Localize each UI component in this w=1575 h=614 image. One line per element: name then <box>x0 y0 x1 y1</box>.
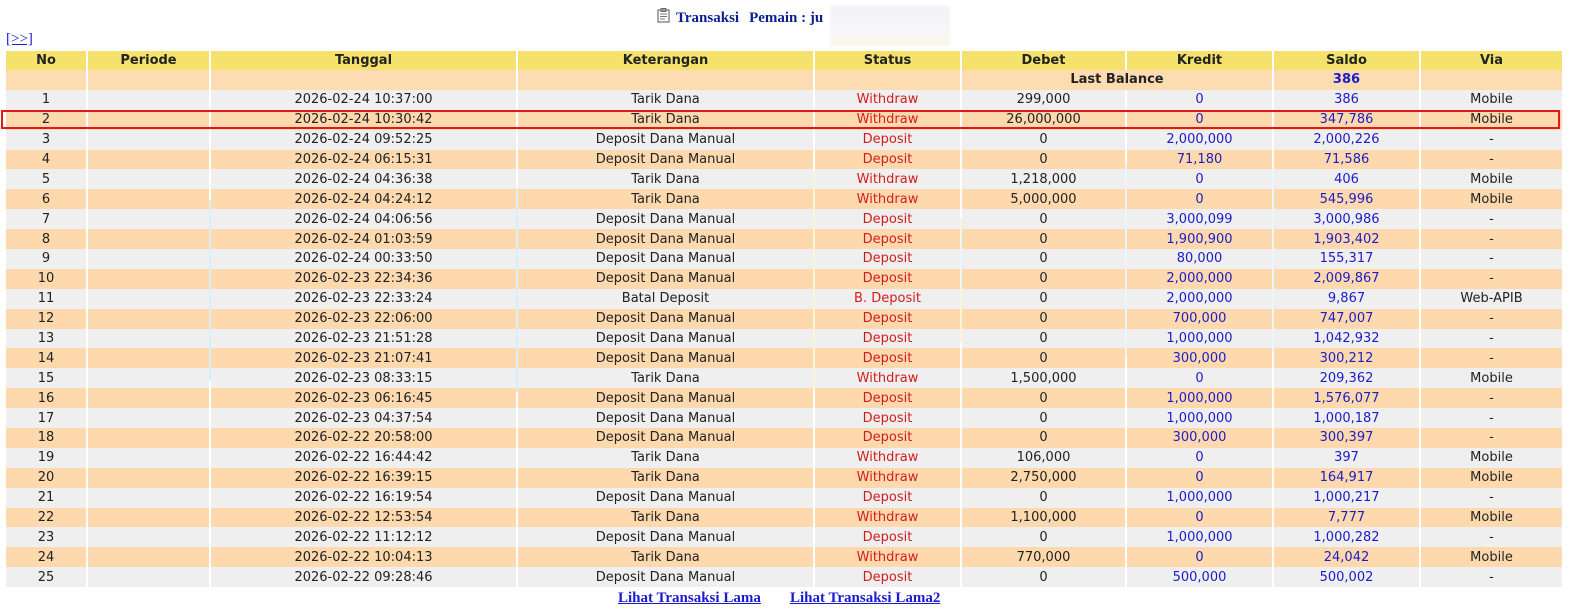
cell-via: - <box>1421 249 1562 269</box>
cell-via: - <box>1421 329 1562 349</box>
cell-periode <box>88 150 209 170</box>
cell-no: 7 <box>6 209 86 229</box>
cell-no: 3 <box>6 130 86 150</box>
table-row <box>6 289 1562 309</box>
transaction-table <box>4 51 1564 587</box>
table-row <box>6 468 1562 488</box>
page-header <box>0 6 1575 30</box>
table-row <box>6 388 1562 408</box>
cell-tanggal: 2026-02-24 01:03:59 <box>211 229 516 249</box>
cell-via: Mobile <box>1421 169 1562 189</box>
table-row <box>6 309 1562 329</box>
cell-tanggal: 2026-02-22 16:39:15 <box>211 468 516 488</box>
cell-debet: 1,100,000 <box>962 508 1125 528</box>
col-header-tanggal[interactable]: Tanggal <box>211 51 516 70</box>
cell-debet: 0 <box>962 130 1125 150</box>
cell-via: - <box>1421 388 1562 408</box>
cell-tanggal: 2026-02-23 22:33:24 <box>211 289 516 309</box>
cell-via: - <box>1421 428 1562 448</box>
cell-via: - <box>1421 130 1562 150</box>
cell-status: B. Deposit <box>815 289 960 309</box>
table-row <box>6 249 1562 269</box>
cell-no: 1 <box>6 90 86 110</box>
cell-kredit: 2,000,000 <box>1127 289 1272 309</box>
cell-status: Withdraw <box>815 508 960 528</box>
cell-keterangan: Deposit Dana Manual <box>518 229 813 249</box>
cell-kredit: 80,000 <box>1127 249 1272 269</box>
cell-tanggal: 2026-02-22 11:12:12 <box>211 527 516 547</box>
table-row <box>6 567 1562 587</box>
cell-no: 11 <box>6 289 86 309</box>
cell-status: Deposit <box>815 428 960 448</box>
cell-debet: 0 <box>962 269 1125 289</box>
next-page-link[interactable]: [>>] <box>6 31 33 47</box>
cell-saldo: 2,000,226 <box>1274 130 1419 150</box>
cell-tanggal: 2026-02-23 08:33:15 <box>211 368 516 388</box>
cell-saldo: 1,000,217 <box>1274 488 1419 508</box>
cell-kredit: 0 <box>1127 90 1272 110</box>
cell-saldo: 9,867 <box>1274 289 1419 309</box>
cell-via: Mobile <box>1421 448 1562 468</box>
cell-kredit: 0 <box>1127 508 1272 528</box>
table-row <box>6 348 1562 368</box>
table-row <box>6 169 1562 189</box>
cell-kredit: 2,000,000 <box>1127 269 1272 289</box>
cell-status: Deposit <box>815 488 960 508</box>
cell-tanggal: 2026-02-24 04:06:56 <box>211 209 516 229</box>
cell-periode <box>88 388 209 408</box>
cell-periode <box>88 567 209 587</box>
table-row <box>6 428 1562 448</box>
cell-keterangan: Deposit Dana Manual <box>518 209 813 229</box>
cell-status: Deposit <box>815 209 960 229</box>
cell-via: - <box>1421 348 1562 368</box>
cell-saldo: 347,786 <box>1274 110 1419 130</box>
old-transactions-link-2[interactable]: Lihat Transaksi Lama2 <box>790 590 941 606</box>
cell-tanggal: 2026-02-22 10:04:13 <box>211 547 516 567</box>
cell-status: Deposit <box>815 348 960 368</box>
table-row <box>6 547 1562 567</box>
cell-debet: 0 <box>962 388 1125 408</box>
cell-kredit: 300,000 <box>1127 428 1272 448</box>
cell-no: 17 <box>6 408 86 428</box>
cell-periode <box>88 110 209 130</box>
cell-debet: 770,000 <box>962 547 1125 567</box>
cell-debet: 0 <box>962 309 1125 329</box>
cell-saldo: 386 <box>1274 90 1419 110</box>
cell-debet: 0 <box>962 567 1125 587</box>
cell-tanggal: 2026-02-22 09:28:46 <box>211 567 516 587</box>
table-row <box>6 189 1562 209</box>
col-header-kredit[interactable]: Kredit <box>1127 51 1272 70</box>
cell-periode <box>88 547 209 567</box>
cell-saldo: 24,042 <box>1274 547 1419 567</box>
cell-periode <box>88 508 209 528</box>
table-row <box>6 329 1562 349</box>
cell-saldo: 545,996 <box>1274 189 1419 209</box>
cell-tanggal: 2026-02-23 21:07:41 <box>211 348 516 368</box>
cell-keterangan: Deposit Dana Manual <box>518 488 813 508</box>
cell-kredit: 1,000,000 <box>1127 488 1272 508</box>
cell-via: - <box>1421 269 1562 289</box>
cell-debet: 0 <box>962 348 1125 368</box>
cell-no: 21 <box>6 488 86 508</box>
cell-debet: 0 <box>962 150 1125 170</box>
cell-tanggal: 2026-02-24 00:33:50 <box>211 249 516 269</box>
cell-keterangan: Deposit Dana Manual <box>518 428 813 448</box>
cell-saldo: 2,009,867 <box>1274 269 1419 289</box>
col-header-no[interactable]: No <box>6 51 86 70</box>
cell-debet: 5,000,000 <box>962 189 1125 209</box>
cell-tanggal: 2026-02-23 21:51:28 <box>211 329 516 349</box>
cell-debet: 0 <box>962 408 1125 428</box>
cell-debet: 0 <box>962 209 1125 229</box>
cell-debet: 0 <box>962 289 1125 309</box>
cell-keterangan: Deposit Dana Manual <box>518 269 813 289</box>
cell-saldo: 1,042,932 <box>1274 329 1419 349</box>
cell-keterangan: Deposit Dana Manual <box>518 249 813 269</box>
cell-tanggal: 2026-02-22 20:58:00 <box>211 428 516 448</box>
cell-tanggal: 2026-02-22 16:44:42 <box>211 448 516 468</box>
cell-no: 16 <box>6 388 86 408</box>
cell-keterangan: Deposit Dana Manual <box>518 388 813 408</box>
cell-keterangan: Tarik Dana <box>518 547 813 567</box>
cell-via: Mobile <box>1421 189 1562 209</box>
cell-status: Deposit <box>815 527 960 547</box>
cell-periode <box>88 249 209 269</box>
cell-no: 9 <box>6 249 86 269</box>
cell-no: 5 <box>6 169 86 189</box>
cell-no: 25 <box>6 567 86 587</box>
cell-via: - <box>1421 209 1562 229</box>
cell-via: Mobile <box>1421 508 1562 528</box>
table-row <box>6 527 1562 547</box>
cell-kredit: 300,000 <box>1127 348 1272 368</box>
cell-kredit: 0 <box>1127 468 1272 488</box>
cell-saldo: 397 <box>1274 448 1419 468</box>
cell-saldo: 209,362 <box>1274 368 1419 388</box>
cell-saldo: 500,002 <box>1274 567 1419 587</box>
cell-keterangan: Tarik Dana <box>518 169 813 189</box>
cell-via: - <box>1421 567 1562 587</box>
table-row <box>6 269 1562 289</box>
cell-status: Withdraw <box>815 110 960 130</box>
cell-debet: 0 <box>962 249 1125 269</box>
cell-periode <box>88 90 209 110</box>
cell-status: Deposit <box>815 130 960 150</box>
cell-tanggal: 2026-02-23 06:16:45 <box>211 388 516 408</box>
cell-via: Mobile <box>1421 110 1562 130</box>
cell-kredit: 1,000,000 <box>1127 527 1272 547</box>
cell-debet: 106,000 <box>962 448 1125 468</box>
cell-periode <box>88 229 209 249</box>
table-row <box>6 130 1562 150</box>
cell-periode <box>88 189 209 209</box>
cell-no: 10 <box>6 269 86 289</box>
cell-kredit: 0 <box>1127 189 1272 209</box>
cell-kredit: 71,180 <box>1127 150 1272 170</box>
col-header-debet[interactable]: Debet <box>962 51 1125 70</box>
cell-tanggal: 2026-02-24 06:15:31 <box>211 150 516 170</box>
cell-saldo: 1,903,402 <box>1274 229 1419 249</box>
col-header-keterangan[interactable]: Keterangan <box>518 51 813 70</box>
cell-tanggal: 2026-02-22 16:19:54 <box>211 488 516 508</box>
cell-keterangan: Deposit Dana Manual <box>518 527 813 547</box>
cell-debet: 0 <box>962 229 1125 249</box>
cell-no: 22 <box>6 508 86 528</box>
cell-tanggal: 2026-02-24 04:36:38 <box>211 169 516 189</box>
clipboard-icon <box>657 8 670 23</box>
cell-status: Deposit <box>815 269 960 289</box>
cell-kredit: 0 <box>1127 368 1272 388</box>
cell-tanggal: 2026-02-23 04:37:54 <box>211 408 516 428</box>
cell-saldo: 1,576,077 <box>1274 388 1419 408</box>
table-row <box>6 150 1562 170</box>
cell-no: 6 <box>6 189 86 209</box>
table-row <box>6 90 1562 110</box>
cell-keterangan: Deposit Dana Manual <box>518 130 813 150</box>
cell-saldo: 300,397 <box>1274 428 1419 448</box>
cell-keterangan: Tarik Dana <box>518 189 813 209</box>
cell-debet: 0 <box>962 488 1125 508</box>
cell-via: - <box>1421 488 1562 508</box>
cell-saldo: 1,000,282 <box>1274 527 1419 547</box>
cell-periode <box>88 169 209 189</box>
last-balance-row <box>6 70 1562 90</box>
cell-periode <box>88 527 209 547</box>
cell-via: - <box>1421 150 1562 170</box>
cell-status: Deposit <box>815 388 960 408</box>
cell-status: Deposit <box>815 309 960 329</box>
table-row <box>6 488 1562 508</box>
table-header-row <box>6 51 1562 70</box>
cell-debet: 2,750,000 <box>962 468 1125 488</box>
cell-debet: 0 <box>962 329 1125 349</box>
cell-kredit: 0 <box>1127 110 1272 130</box>
cell-debet: 1,500,000 <box>962 368 1125 388</box>
col-header-periode[interactable]: Periode <box>88 51 209 70</box>
cell-keterangan: Deposit Dana Manual <box>518 408 813 428</box>
cell-debet: 299,000 <box>962 90 1125 110</box>
col-header-via[interactable]: Via <box>1421 51 1562 70</box>
cell-periode <box>88 428 209 448</box>
cell-saldo: 155,317 <box>1274 249 1419 269</box>
cell-saldo: 164,917 <box>1274 468 1419 488</box>
cell-status: Withdraw <box>815 547 960 567</box>
cell-status: Deposit <box>815 229 960 249</box>
cell-kredit: 0 <box>1127 547 1272 567</box>
cell-periode <box>88 368 209 388</box>
cell-status: Deposit <box>815 150 960 170</box>
cell-via: Mobile <box>1421 547 1562 567</box>
cell-status: Withdraw <box>815 90 960 110</box>
cell-keterangan: Deposit Dana Manual <box>518 348 813 368</box>
cell-kredit: 0 <box>1127 169 1272 189</box>
cell-no: 15 <box>6 368 86 388</box>
cell-periode <box>88 408 209 428</box>
cell-via: - <box>1421 229 1562 249</box>
table-row <box>6 508 1562 528</box>
cell-no: 13 <box>6 329 86 349</box>
cell-tanggal: 2026-02-24 09:52:25 <box>211 130 516 150</box>
cell-saldo: 747,007 <box>1274 309 1419 329</box>
cell-debet: 0 <box>962 527 1125 547</box>
cell-saldo: 1,000,187 <box>1274 408 1419 428</box>
title-wrap <box>657 8 823 27</box>
cell-keterangan: Tarik Dana <box>518 110 813 130</box>
cell-status: Deposit <box>815 408 960 428</box>
cell-saldo: 7,777 <box>1274 508 1419 528</box>
table-row <box>6 408 1562 428</box>
cell-no: 12 <box>6 309 86 329</box>
redacted-player-name <box>830 6 950 46</box>
col-header-status[interactable]: Status <box>815 51 960 70</box>
last-balance-value: 386 <box>1274 70 1419 90</box>
cell-status: Withdraw <box>815 189 960 209</box>
table-row <box>6 368 1562 388</box>
cell-via: - <box>1421 527 1562 547</box>
cell-saldo: 406 <box>1274 169 1419 189</box>
cell-status: Deposit <box>815 249 960 269</box>
cell-tanggal: 2026-02-24 04:24:12 <box>211 189 516 209</box>
cell-periode <box>88 329 209 349</box>
cell-periode <box>88 269 209 289</box>
last-balance-label: Last Balance <box>962 70 1272 90</box>
cell-periode <box>88 468 209 488</box>
cell-via: Web-APIB <box>1421 289 1562 309</box>
cell-keterangan: Batal Deposit <box>518 289 813 309</box>
cell-kredit: 500,000 <box>1127 567 1272 587</box>
cell-status: Deposit <box>815 329 960 349</box>
cell-debet: 26,000,000 <box>962 110 1125 130</box>
cell-status: Deposit <box>815 567 960 587</box>
cell-saldo: 300,212 <box>1274 348 1419 368</box>
cell-via: - <box>1421 408 1562 428</box>
cell-kredit: 2,000,000 <box>1127 130 1272 150</box>
cell-status: Withdraw <box>815 468 960 488</box>
col-header-saldo[interactable]: Saldo <box>1274 51 1419 70</box>
page-title: Transaksi <box>676 10 740 26</box>
cell-periode <box>88 488 209 508</box>
cell-no: 23 <box>6 527 86 547</box>
cell-no: 19 <box>6 448 86 468</box>
table-row <box>6 229 1562 249</box>
table-row <box>6 209 1562 229</box>
cell-via: Mobile <box>1421 368 1562 388</box>
cell-keterangan: Deposit Dana Manual <box>518 567 813 587</box>
cell-kredit: 3,000,099 <box>1127 209 1272 229</box>
cell-no: 14 <box>6 348 86 368</box>
old-transactions-link[interactable]: Lihat Transaksi Lama <box>618 590 761 606</box>
cell-via: - <box>1421 309 1562 329</box>
cell-keterangan: Tarik Dana <box>518 508 813 528</box>
cell-debet: 0 <box>962 428 1125 448</box>
cell-kredit: 1,900,900 <box>1127 229 1272 249</box>
cell-keterangan: Deposit Dana Manual <box>518 329 813 349</box>
cell-debet: 1,218,000 <box>962 169 1125 189</box>
cell-status: Withdraw <box>815 448 960 468</box>
cell-tanggal: 2026-02-23 22:06:00 <box>211 309 516 329</box>
cell-saldo: 71,586 <box>1274 150 1419 170</box>
cell-no: 2 <box>6 110 86 130</box>
cell-keterangan: Tarik Dana <box>518 90 813 110</box>
cell-via: Mobile <box>1421 468 1562 488</box>
cell-no: 18 <box>6 428 86 448</box>
cell-periode <box>88 209 209 229</box>
cell-tanggal: 2026-02-24 10:30:42 <box>211 110 516 130</box>
cell-keterangan: Tarik Dana <box>518 468 813 488</box>
cell-no: 20 <box>6 468 86 488</box>
cell-no: 8 <box>6 229 86 249</box>
cell-tanggal: 2026-02-23 22:34:36 <box>211 269 516 289</box>
table-row <box>6 448 1562 468</box>
cell-periode <box>88 130 209 150</box>
cell-no: 4 <box>6 150 86 170</box>
cell-periode <box>88 448 209 468</box>
cell-via: Mobile <box>1421 90 1562 110</box>
cell-keterangan: Tarik Dana <box>518 368 813 388</box>
cell-periode <box>88 348 209 368</box>
cell-periode <box>88 289 209 309</box>
cell-status: Withdraw <box>815 169 960 189</box>
cell-kredit: 700,000 <box>1127 309 1272 329</box>
cell-tanggal: 2026-02-22 12:53:54 <box>211 508 516 528</box>
cell-kredit: 1,000,000 <box>1127 388 1272 408</box>
cell-status: Withdraw <box>815 368 960 388</box>
cell-keterangan: Tarik Dana <box>518 448 813 468</box>
player-label: Pemain : ju <box>749 10 824 26</box>
cell-saldo: 3,000,986 <box>1274 209 1419 229</box>
cell-kredit: 0 <box>1127 448 1272 468</box>
cell-keterangan: Deposit Dana Manual <box>518 150 813 170</box>
cell-no: 24 <box>6 547 86 567</box>
cell-keterangan: Deposit Dana Manual <box>518 309 813 329</box>
cell-tanggal: 2026-02-24 10:37:00 <box>211 90 516 110</box>
cell-kredit: 1,000,000 <box>1127 408 1272 428</box>
cell-kredit: 1,000,000 <box>1127 329 1272 349</box>
table-row <box>6 110 1562 130</box>
cell-periode <box>88 309 209 329</box>
